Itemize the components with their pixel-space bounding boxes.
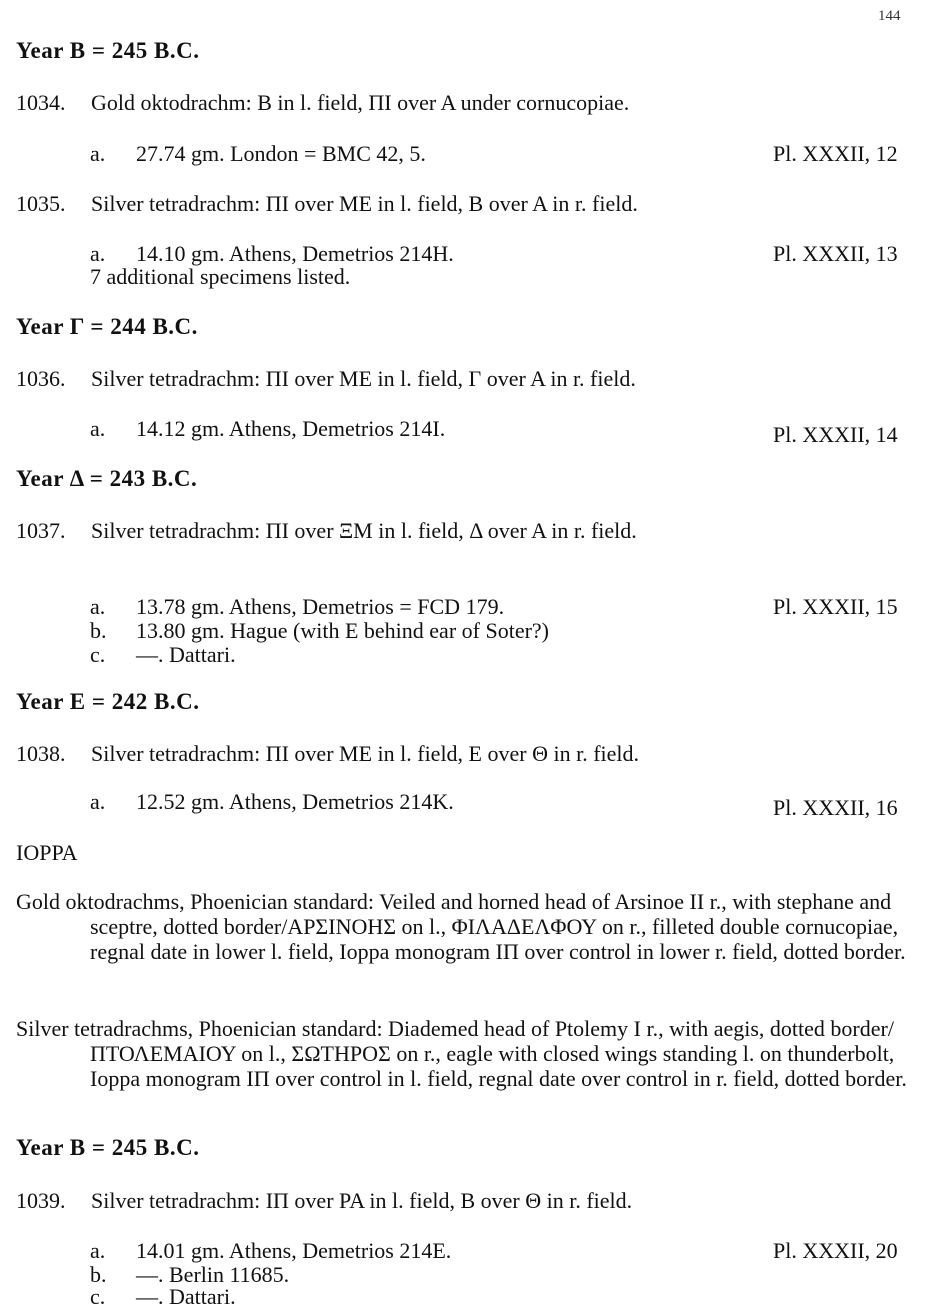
specimen-text: —. Berlin 11685. bbox=[136, 1262, 290, 1287]
entry-description: Silver tetradrachm: ΙΠ over ΡΑ in l. field, B over Θ in r. field. bbox=[91, 1188, 633, 1213]
entry-number: 1039. bbox=[16, 1188, 66, 1213]
specimen-1037-b bbox=[90, 620, 930, 642]
specimen-1038-a bbox=[90, 789, 930, 820]
entry-description: Silver tetradrachm: ΠΙ over ΜΕ in l. field, B over A in r. field. bbox=[91, 191, 638, 216]
specimen-1034-a bbox=[90, 143, 930, 165]
specimen-letter: c. bbox=[90, 642, 106, 667]
plate-reference: Pl. XXXII, 13 bbox=[773, 241, 898, 266]
section-heading-year-b: Year B = 245 B.C. bbox=[16, 38, 200, 63]
specimen-text: —. Dattari. bbox=[136, 642, 236, 667]
section-heading-year-b-ioppa: Year B = 245 B.C. bbox=[16, 1135, 200, 1160]
specimen-1037-c bbox=[90, 644, 930, 666]
entry-1034 bbox=[16, 90, 629, 116]
entry-description: Silver tetradrachm: ΠΙ over ΞΜ in l. field, Δ over A in r. field. bbox=[91, 518, 637, 543]
specimen-1039-a bbox=[90, 1240, 930, 1262]
entry-1039 bbox=[16, 1188, 632, 1214]
specimen-text: 12.52 gm. Athens, Demetrios 214K. bbox=[136, 789, 454, 814]
specimen-1036-a bbox=[90, 416, 930, 447]
specimen-text: 14.01 gm. Athens, Demetrios 214E. bbox=[136, 1238, 452, 1263]
specimen-1035-a bbox=[90, 243, 930, 265]
section-heading-year-e: Year E = 242 B.C. bbox=[16, 689, 200, 714]
entry-number: 1038. bbox=[16, 741, 66, 766]
plate-reference: Pl. XXXII, 15 bbox=[773, 594, 898, 619]
entry-description: Silver tetradrachm: ΠΙ over ΜΕ in l. field, Γ over A in r. field. bbox=[91, 366, 636, 391]
entry-description: Gold oktodrachm: B in l. field, ΠΙ over A under cornucopiae. bbox=[91, 90, 630, 115]
specimen-1039-b bbox=[90, 1264, 930, 1286]
entry-number: 1037. bbox=[16, 518, 66, 543]
section-heading-year-gamma: Year Γ = 244 B.C. bbox=[16, 314, 198, 339]
specimen-text: 14.12 gm. Athens, Demetrios 214I. bbox=[136, 416, 446, 441]
entry-number: 1034. bbox=[16, 90, 66, 115]
entry-1038 bbox=[16, 741, 639, 767]
specimen-letter: a. bbox=[90, 241, 106, 266]
specimen-letter: a. bbox=[90, 1238, 106, 1263]
plate-reference: Pl. XXXII, 12 bbox=[773, 141, 898, 166]
entry-1036 bbox=[16, 366, 636, 392]
specimen-letter: a. bbox=[90, 416, 106, 441]
specimen-letter: a. bbox=[90, 789, 106, 814]
plate-reference: Pl. XXXII, 14 bbox=[773, 422, 898, 447]
type-description-silver: Silver tetradrachms, Phoenician standard: Diademed head of Ptolemy I r., with aegis, dotted border/ΠΤΟΛΕΜΑΙΟΥ on l., ΣΩΤΗΡΟΣ on r., eagle with closed wings standing l. on thunderbolt, Ioppa monogram ΙΠ over control in l. field, regnal date over control in r. field, dotted border. bbox=[16, 1016, 907, 1091]
entry-1035 bbox=[16, 191, 638, 217]
specimen-letter: b. bbox=[90, 1262, 107, 1287]
specimen-text: 13.80 gm. Hague (with E behind ear of Soter?) bbox=[136, 618, 549, 643]
specimen-letter: a. bbox=[90, 594, 106, 619]
mint-heading: IOPPA bbox=[16, 840, 78, 865]
specimen-text: 27.74 gm. London = BMC 42, 5. bbox=[136, 141, 426, 166]
plate-reference: Pl. XXXII, 16 bbox=[773, 795, 898, 820]
entry-number: 1035. bbox=[16, 191, 66, 216]
specimen-letter: c. bbox=[90, 1284, 106, 1309]
specimen-letter: a. bbox=[90, 141, 106, 166]
specimen-1037-a bbox=[90, 596, 930, 618]
entry-1037 bbox=[16, 518, 637, 544]
entry-description: Silver tetradrachm: ΠΙ over ΜΕ in l. field, E over Θ in r. field. bbox=[91, 741, 640, 766]
specimen-letter: b. bbox=[90, 618, 107, 643]
section-heading-year-delta: Year Δ = 243 B.C. bbox=[16, 466, 198, 491]
plate-reference: Pl. XXXII, 20 bbox=[773, 1238, 898, 1263]
specimen-text: 14.10 gm. Athens, Demetrios 214H. bbox=[136, 241, 454, 266]
page-number: 144 bbox=[878, 8, 901, 24]
type-description-gold: Gold oktodrachms, Phoenician standard: Veiled and horned head of Arsinoe II r., with stephane and sceptre, dotted border/ΑΡΣΙΝΟΗΣ on l., ΦΙΛΑΔΕΛΦΟΥ on r., filleted double cornucopiae, regnal date in lower l. field, Ioppa monogram ΙΠ over control in lower r. field, dotted border. bbox=[16, 889, 906, 964]
entry-number: 1036. bbox=[16, 366, 66, 391]
specimen-note-1035: 7 additional specimens listed. bbox=[90, 264, 351, 289]
specimen-1039-c bbox=[90, 1286, 930, 1308]
specimen-text: 13.78 gm. Athens, Demetrios = FCD 179. bbox=[136, 594, 505, 619]
specimen-text: —. Dattari. bbox=[136, 1284, 236, 1309]
